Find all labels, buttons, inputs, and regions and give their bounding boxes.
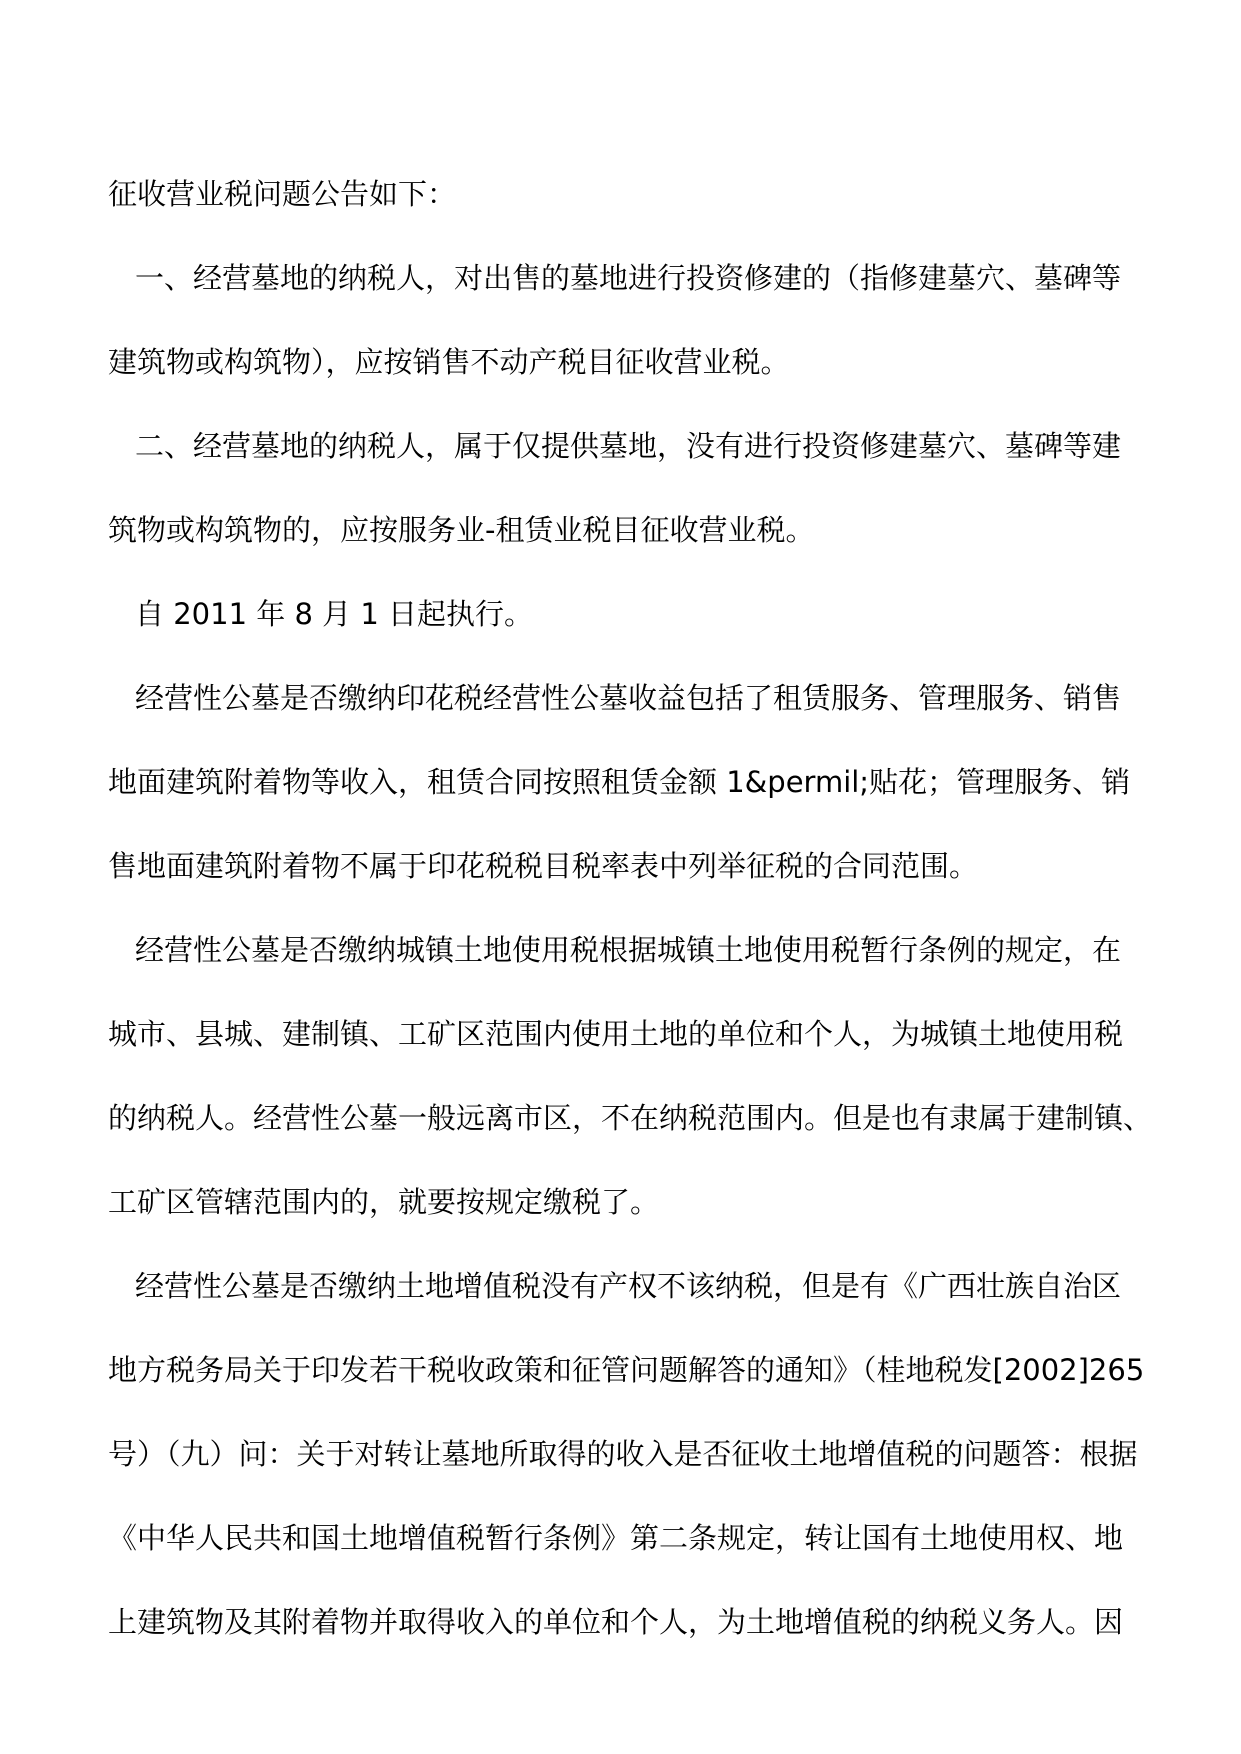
text-line: 一、经营墓地的纳税人，对出售的墓地进行投资修建的（指修建墓穴、墓碑等: [135, 261, 1122, 295]
text-line: 经营性公墓是否缴纳土地增值税没有产权不该纳税，但是有《广西壮族自治区: [135, 1269, 1122, 1303]
text-line: 二、经营墓地的纳税人，属于仅提供墓地，没有进行投资修建墓穴、墓碑等建: [135, 429, 1122, 463]
text-line: 自 2011 年 8 月 1 日起执行。: [135, 597, 534, 631]
text-line: 筑物或构筑物的，应按服务业-租赁业税目征收营业税。: [108, 513, 815, 547]
text-line: 上建筑物及其附着物并取得收入的单位和个人，为土地增值税的纳税义务人。因: [108, 1605, 1124, 1639]
text-line: 经营性公墓是否缴纳城镇土地使用税根据城镇土地使用税暂行条例的规定，在: [135, 933, 1122, 967]
text-line: 的纳税人。经营性公墓一般远离市区，不在纳税范围内。但是也有隶属于建制镇、: [108, 1101, 1153, 1135]
text-line: 工矿区管辖范围内的，就要按规定缴税了。: [108, 1185, 660, 1219]
document-body: [108, 152, 1153, 1664]
text-line: 征收营业税问题公告如下：: [108, 177, 457, 211]
text-line: 城市、县城、建制镇、工矿区范围内使用土地的单位和个人，为城镇土地使用税: [108, 1017, 1124, 1051]
text-line: 地面建筑附着物等收入，租赁合同按照租赁金额 1&permil;贴花；管理服务、销: [108, 765, 1131, 799]
text-line: 《中华人民共和国土地增值税暂行条例》第二条规定，转让国有土地使用权、地: [108, 1521, 1124, 1555]
text-line: 地方税务局关于印发若干税收政策和征管问题解答的通知》（桂地税发[2002]265: [108, 1353, 1145, 1387]
text-line: 建筑物或构筑物），应按销售不动产税目征收营业税。: [108, 345, 790, 379]
text-line: 经营性公墓是否缴纳印花税经营性公墓收益包括了租赁服务、管理服务、销售: [135, 681, 1122, 715]
text-line: 售地面建筑附着物不属于印花税税目税率表中列举征税的合同范围。: [108, 849, 979, 883]
text-line: 号）（九）问：关于对转让墓地所取得的收入是否征收土地增值税的问题答：根据: [108, 1437, 1138, 1471]
